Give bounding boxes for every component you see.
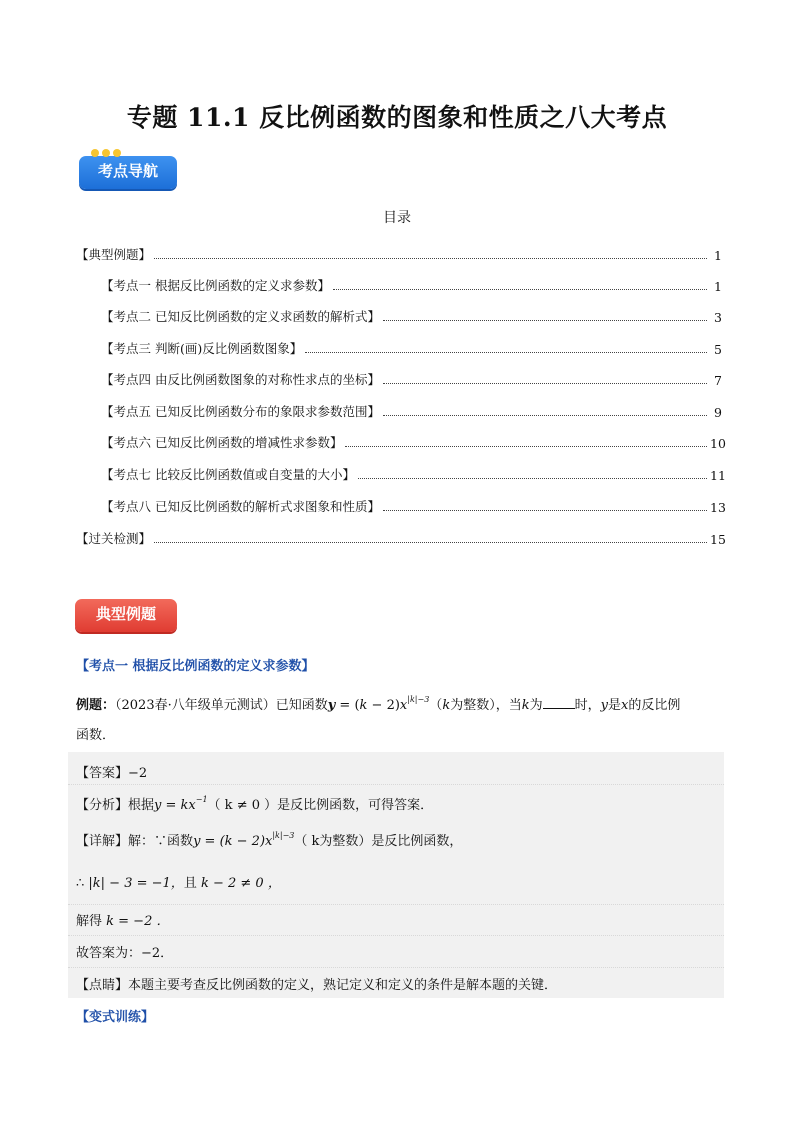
toc-entry-label: 【考点五 已知反比例函数分布的象限求参数范围】 bbox=[101, 404, 380, 419]
toc-leader bbox=[154, 541, 707, 543]
toc-entry-page: 13 bbox=[710, 500, 726, 515]
toc-leader bbox=[383, 319, 707, 321]
nav-badge-label: 考点导航 bbox=[79, 156, 177, 189]
toc-entry[interactable] bbox=[101, 337, 722, 357]
toc-entry[interactable] bbox=[101, 368, 722, 388]
toc-entry[interactable] bbox=[101, 495, 726, 515]
toc-entry[interactable] bbox=[76, 243, 722, 263]
badge-dots-icon bbox=[91, 149, 121, 157]
toc-entry-page: 1 bbox=[714, 248, 722, 263]
toc-entry-page: 7 bbox=[714, 373, 722, 388]
divider bbox=[68, 935, 724, 936]
toc-entry-page: 9 bbox=[714, 405, 722, 420]
toc-leader bbox=[154, 257, 707, 259]
examples-badge-label: 典型例题 bbox=[75, 599, 177, 632]
toc-leader bbox=[383, 509, 707, 511]
toc-entry-label: 【考点四 由反比例函数图象的对称性求点的坐标】 bbox=[101, 372, 380, 387]
section-heading: 【考点一 根据反比例函数的定义求参数】 bbox=[76, 659, 315, 674]
toc-entry-label: 【典型例题】 bbox=[76, 247, 152, 262]
answer-line: 【答案】−2 bbox=[76, 766, 148, 781]
divider bbox=[68, 784, 724, 785]
toc-entry-page: 10 bbox=[710, 436, 726, 451]
toc-entry[interactable] bbox=[101, 463, 726, 483]
analysis-line: 【分析】根据$y = kx^{-1}$（ k ≠ 0 ）是反比例函数，可得答案． bbox=[76, 795, 434, 813]
detail-line-2: ∴ |k| − 3 = −1，且 k − 2 ≠ 0 ， bbox=[76, 876, 281, 891]
examples-badge bbox=[75, 599, 177, 632]
page-title: 专题 11.1 反比例函数的图象和性质之八大考点 bbox=[126, 103, 668, 132]
toc-entry-label: 【考点八 已知反比例函数的解析式求图象和性质】 bbox=[101, 499, 380, 514]
toc-entry-page: 1 bbox=[714, 279, 722, 294]
detail-line-4: 故答案为：−2． bbox=[76, 946, 174, 961]
detail-line-1: 【详解】解：∵函数$y = (k - 2)x^{|k|-3}$（ k为整数）是反比例函数， bbox=[76, 831, 463, 849]
toc-entry[interactable] bbox=[101, 431, 726, 451]
toc-entry[interactable] bbox=[101, 400, 722, 420]
divider bbox=[68, 904, 724, 905]
toc-entry[interactable] bbox=[101, 305, 722, 325]
toc-leader bbox=[383, 382, 707, 384]
toc-entry-page: 11 bbox=[710, 468, 726, 483]
example-question: 例题：（2023春·八年级单元测试）已知函数$y = (k - 2)x^{|k|-3}(k$为整数），当k为 时，y是x的反比例 函数． bbox=[76, 695, 681, 743]
toc-leader bbox=[305, 351, 707, 353]
toc-entry[interactable] bbox=[101, 274, 722, 294]
toc-entry-label: 【过关检测】 bbox=[76, 531, 152, 546]
toc-leader bbox=[333, 288, 707, 290]
toc-entry-page: 3 bbox=[714, 310, 722, 325]
toc-entry-label: 【考点三 判断(画)反比例函数图象】 bbox=[101, 341, 303, 356]
toc-entry-label: 【考点二 已知反比例函数的定义求函数的解析式】 bbox=[101, 309, 380, 324]
toc-entry-page: 15 bbox=[710, 532, 726, 547]
nav-badge bbox=[79, 156, 177, 189]
variant-heading: 【变式训练】 bbox=[76, 1010, 155, 1025]
toc-leader bbox=[345, 445, 707, 447]
divider bbox=[68, 967, 724, 968]
toc-leader bbox=[358, 477, 707, 479]
toc-entry[interactable] bbox=[76, 527, 726, 547]
detail-line-3: 解得 k = −2 ． bbox=[76, 914, 170, 929]
toc-entry-label: 【考点六 已知反比例函数的增减性求参数】 bbox=[101, 435, 343, 450]
toc-entry-label: 【考点一 根据反比例函数的定义求参数】 bbox=[101, 278, 330, 293]
comment-line: 【点睛】本题主要考查反比例函数的定义，熟记定义和定义的条件是解本题的关键． bbox=[76, 978, 558, 993]
toc-heading: 目录 bbox=[383, 210, 411, 226]
toc-leader bbox=[383, 414, 707, 416]
toc-entry-page: 5 bbox=[714, 342, 722, 357]
answer-blank[interactable] bbox=[543, 696, 575, 709]
toc-entry-label: 【考点七 比较反比例函数值或自变量的大小】 bbox=[101, 467, 355, 482]
